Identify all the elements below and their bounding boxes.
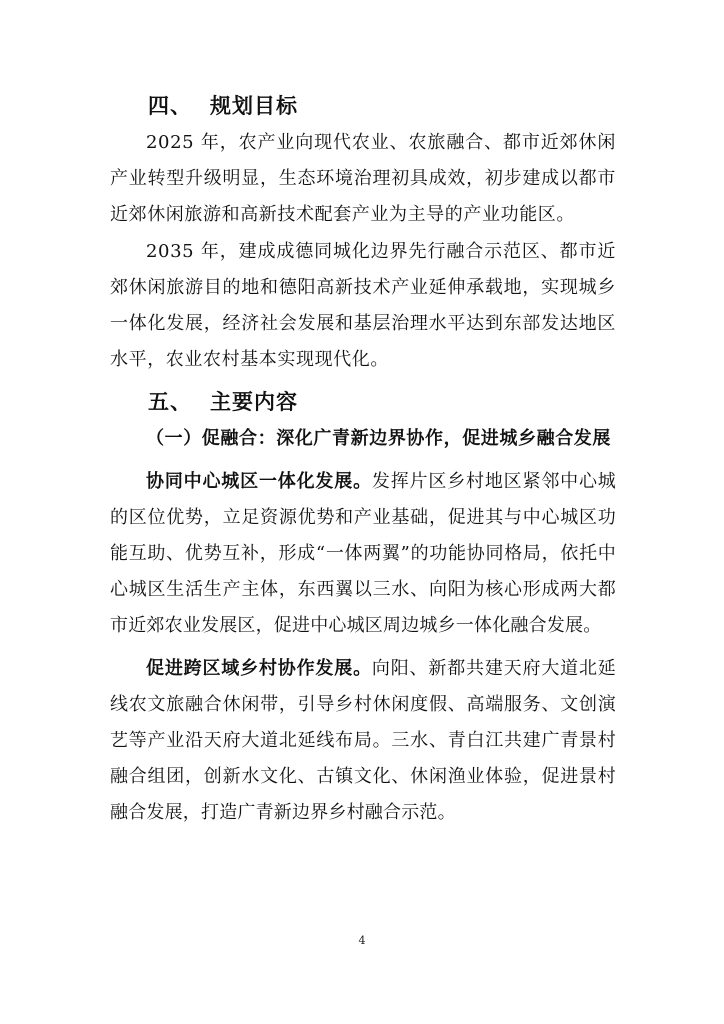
- paragraph-lead: 促进跨区域乡村协作发展。: [146, 657, 372, 679]
- section-title: 规划目标: [210, 94, 298, 118]
- page-number: 4: [358, 934, 366, 947]
- subsection-heading: （一）促融合：深化广青新边界协作，促进城乡融合发展: [146, 428, 611, 450]
- section-number: 五、: [148, 390, 192, 415]
- content-paragraph-1: [110, 464, 616, 645]
- section-heading-goals: [110, 88, 616, 125]
- section-title: 主要内容: [210, 390, 298, 415]
- section-heading-content: [110, 384, 616, 421]
- goals-paragraph-2025: 2025 年，农产业向现代农业、农旅融合、都市近郊休闲产业转型升级明显，生态环境治理初具成效，初步建成以都市近郊休闲旅游和高新技术配套产业为主导的产业功能区。: [110, 132, 616, 226]
- document-page: [110, 88, 616, 832]
- goals-paragraph-2035: 2035 年，建成成德同城化边界先行融合示范区、都市近郊休闲旅游目的地和德阳高新技术产业延伸承载地，实现城乡一体化发展，经济社会发展和基层治理水平达到东部发达地区水平，农业农村基本实现现代化。: [110, 240, 616, 371]
- paragraph-body: 发挥片区乡村地区紧邻中心城的区位优势，立足资源优势和产业基础，促进其与中心城区功能互助、优势互补，形成“一体两翼”的功能协同格局，依托中心城区生活生产主体，东西翼以三水、向阳为核心形成两大都市近郊农业发展区，促进中心城区周边城乡一体化融合发展。: [110, 470, 616, 637]
- section-number: 四、: [148, 94, 192, 118]
- content-paragraph-2: [110, 651, 616, 832]
- paragraph-lead: 协同中心城区一体化发展。: [146, 470, 372, 492]
- paragraph-body: 向阳、新都共建天府大道北延线农文旅融合休闲带，引导乡村休闲度假、高端服务、文创演艺等产业沿天府大道北延线布局。三水、青白江共建广青景村融合组团，创新水文化、古镇文化、休闲渔业体验，促进景村融合发展，打造广青新边界乡村融合示范。: [110, 657, 616, 824]
